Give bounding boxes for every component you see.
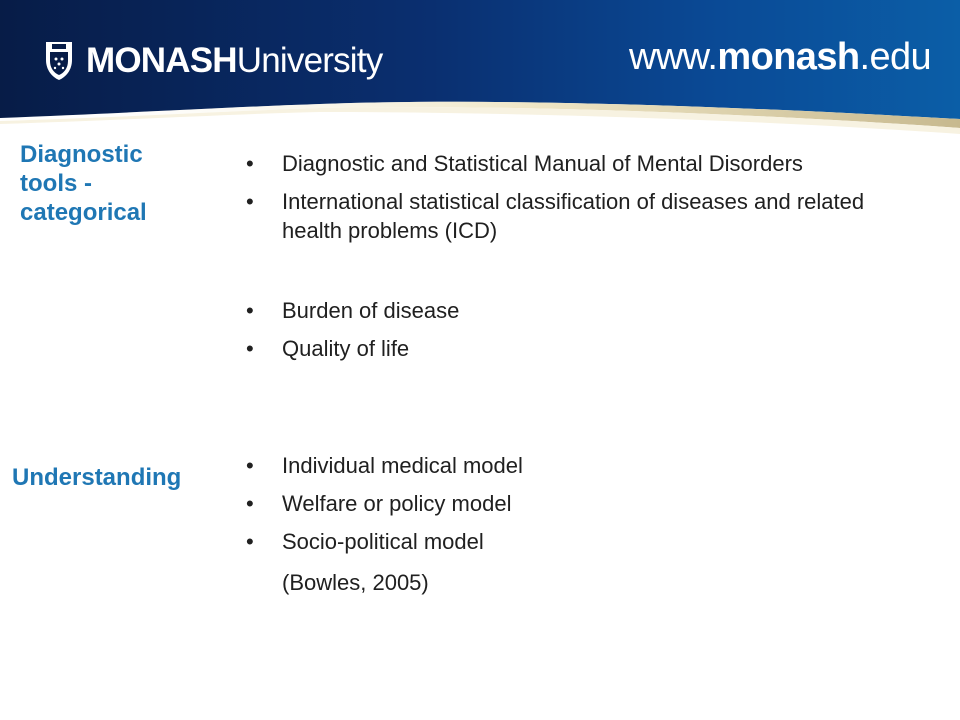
website-suffix: .edu <box>859 36 932 78</box>
bullet-item: • International statistical classification of diseases and related health problems (ICD) <box>246 187 922 245</box>
slide-header <box>0 0 960 140</box>
citation: (Bowles, 2005) <box>282 570 429 595</box>
section-label-diagnostic-tools: Diagnostic tools - categorical <box>20 141 147 226</box>
monash-logo <box>42 36 382 84</box>
website-prefix: www. <box>629 36 718 78</box>
bullet-list-measures <box>246 296 922 372</box>
bullet-item: • Socio-political model <box>246 527 922 556</box>
brand-light-text: University <box>236 40 383 80</box>
bullet-item: • Quality of life <box>246 334 922 363</box>
monash-crest-icon <box>42 38 76 82</box>
bullet-item: • Individual medical model <box>246 451 922 480</box>
bullet-item: • Welfare or policy model <box>246 489 922 518</box>
bullet-list-diagnostic-tools <box>246 149 922 254</box>
bullet-item: • Burden of disease <box>246 296 922 325</box>
bullet-list-models <box>246 451 922 565</box>
website-bold: monash <box>717 36 860 78</box>
monash-wordmark <box>86 40 383 80</box>
brand-bold-text: MONASH <box>86 40 237 80</box>
website-url <box>629 38 931 76</box>
bullet-item: • Diagnostic and Statistical Manual of Mental Disorders <box>246 149 922 178</box>
section-label-understanding: Understanding <box>12 464 182 491</box>
